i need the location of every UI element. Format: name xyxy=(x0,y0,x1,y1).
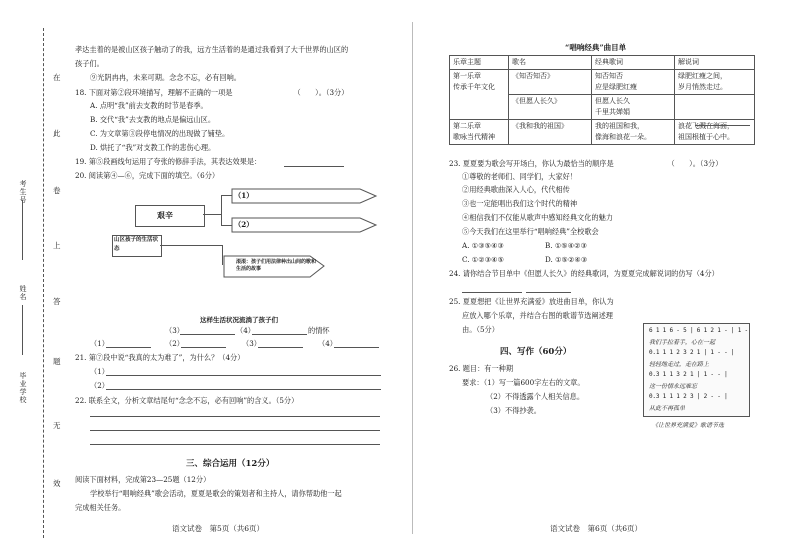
instruction: 阅读下面材料，完成第23—25题（12分） xyxy=(75,475,211,484)
score-notes: 0.3 1 1 1 2 3 | 2 - - | xyxy=(649,393,728,400)
binding-line xyxy=(43,28,44,538)
table-header: 经典歌词 xyxy=(592,56,675,70)
program-table xyxy=(449,55,755,145)
answer-slot: （1） xyxy=(90,367,109,376)
table-cell: 第一乐章 传承千年文化 xyxy=(450,70,509,120)
question-23: 23. 夏夏要为歌会写开场白，你认为最恰当的顺序是 （ ）。（3分） xyxy=(449,159,723,168)
label-name: 姓名 xyxy=(19,285,27,301)
music-score-image xyxy=(643,323,750,417)
margin-char: 上 xyxy=(53,241,61,250)
table-cell: 浪花飞溅在海面， 祖国根植于心中。 xyxy=(675,120,755,145)
requirement: （2）不得透露个人相关信息。 xyxy=(486,392,585,401)
diagram-num: （4） xyxy=(236,326,255,335)
score-lyrics: 我们手拉着手，心在一起 xyxy=(649,339,716,346)
requirement: （3）不得抄袭。 xyxy=(486,406,541,415)
score-lyrics: 轻轻地走过，走在路上 xyxy=(649,361,710,368)
table-title: “唱响经典”曲目单 xyxy=(565,43,627,52)
option-d: D. 烘托了“我”对支教工作的悲伤心理。 xyxy=(90,143,216,152)
margin-char: 在 xyxy=(53,73,61,82)
margin-char: 卷 xyxy=(53,186,61,195)
option-a: A. ①③⑤④③ xyxy=(462,241,504,250)
score-lyrics: 从此不再孤单 xyxy=(649,405,686,412)
option-a: A. 点明“我”前去支教的时节是春季。 xyxy=(90,101,208,110)
page-divider xyxy=(412,22,413,534)
list-item: ⑤今天我们在这里举行“唱响经典”全校歌会 xyxy=(462,227,599,236)
score-caption: 《让世界充满爱》歌谱节选 xyxy=(652,422,725,429)
requirement: 要求：（1）写一篇600字左右的文章。 xyxy=(462,378,585,387)
list-item: ③也一定能唱出我们这个时代的精神 xyxy=(462,199,578,208)
label-school: 毕业学校 xyxy=(19,372,27,404)
score-notes: 0.3 1 1 3 2 1 | 1 - - | xyxy=(649,371,728,378)
list-item: ①尊敬的老师们、同学们，大家好！ xyxy=(462,172,578,181)
diagram-num: （1） xyxy=(234,191,254,200)
passage-text: ⑨光阴冉冉，未来可期。念念不忘，必有回响。 xyxy=(90,73,241,82)
table-header: 歌名 xyxy=(509,56,592,70)
paragraph: 完成相关任务。 xyxy=(75,503,126,512)
option-c: C. 为文章第③段停电情况的出现做了铺垫。 xyxy=(90,129,230,138)
question-25: 25. 夏夏想把《让世界充满爱》放进曲目单，你认为 xyxy=(449,297,614,306)
margin-char: 答 xyxy=(53,297,61,306)
table-cell: 《我和我的祖国》 xyxy=(509,120,592,145)
table-cell: 绿肥红瘦之间， 岁月悄然走过。 xyxy=(675,70,755,95)
table-cell: 但愿人长久 千里共婵娟 xyxy=(592,95,675,120)
table-cell: 《但愿人长久》 xyxy=(509,95,592,120)
score-notes: 0.1 1 1 2 3 2 1 | 1 - - | xyxy=(649,349,735,356)
passage-text: 孝达圭着的是被山区孩子触动了的我，远方生活着的是通过我看到了大千世界的山区的 xyxy=(75,45,349,54)
diagram-caption: 这样生活状况流淌了孩子们 xyxy=(200,316,278,324)
margin-char: 效 xyxy=(53,479,61,488)
table-header: 乐章主题 xyxy=(450,56,509,70)
question-19: 19. 第⑤段画线句运用了夸张的修辞手法，其表达效果是： xyxy=(75,157,262,166)
question-18: 18. 下面对第②段环境描写，理解不正确的一项是 （ ）。（3分） xyxy=(75,88,349,97)
diagram-label: 艰辛 xyxy=(157,210,173,220)
page-footer: 语文试卷 第5页（共6页） xyxy=(172,524,265,533)
diagram-label: 滚滚：孩子们用法律种出山间的歌和生活的故事 xyxy=(236,259,317,272)
score-notes: 6 1 1 6 - 5 | 6 1 2 1 - | 1 - xyxy=(649,327,748,334)
table-cell: 我的祖国和我， 像海和浪花一朵。 xyxy=(592,120,675,145)
passage-text: 孩子们。 xyxy=(75,59,104,68)
list-item: ②用经典歌曲深入人心，代代相传 xyxy=(462,185,570,194)
list-item: ④相信我们不仅能从歌声中感知经典文化的魅力 xyxy=(462,213,613,222)
question-20: 20. 阅读第④—⑥，完成下面的填空。（6分） xyxy=(75,171,220,180)
page-footer: 语文试卷 第6页（共6页） xyxy=(550,524,643,533)
table-cell xyxy=(675,95,755,120)
option-d: D. ①⑤②④③ xyxy=(545,255,588,264)
diagram-num: （2） xyxy=(234,220,254,229)
table-cell: 知否知否 应是绿肥红瘦 xyxy=(592,70,675,95)
section-title: 四、写作（60分） xyxy=(500,347,572,357)
question-25: 应放入哪个乐章，并结合右图的歌谱节选阐述理 xyxy=(462,311,613,320)
margin-char: 无 xyxy=(53,421,61,430)
margin-char: 题 xyxy=(53,357,61,366)
diagram-num: （3） xyxy=(165,326,184,335)
label-exam-number: 考生号 xyxy=(19,180,27,204)
question-26: 26. 题目：有一种期 xyxy=(449,364,514,373)
option-b: B. ①⑤④②③ xyxy=(545,241,588,250)
margin-char: 此 xyxy=(53,129,61,138)
option-b: B. 交代“我”去支教的地点是偏远山区。 xyxy=(90,115,216,124)
answer-slot: （3） xyxy=(242,339,261,348)
question-22: 22. 联系全文，分析文章结尾句“念念不忘，必有回响”的含义。（5分） xyxy=(75,396,299,405)
table-cell: 《知否知否》 xyxy=(509,70,592,95)
answer-slot: （1） xyxy=(90,339,109,348)
paragraph: 学校举行“唱响经典”歌会活动，夏夏是歌会的策划者和主持人，请你帮助他一起 xyxy=(90,489,342,498)
question-21: 21. 第⑦段中说“我真的太为难了”，为什么？（4分） xyxy=(75,353,245,362)
question-24: 24. 请你结合节目单中《但愿人长久》的经典歌词，为夏夏完成解说词的仿写（4分） xyxy=(449,269,719,278)
option-c: C. ①②③④⑤ xyxy=(462,255,505,264)
section-title: 三、综合运用（12分） xyxy=(186,459,275,469)
diagram-label: 山区孩子的生活状态 xyxy=(114,237,159,252)
diagram-tail: 的情怀 xyxy=(308,326,330,335)
answer-slot: （2） xyxy=(165,339,184,348)
table-header: 解说词 xyxy=(675,56,755,70)
answer-slot: （2） xyxy=(90,381,109,390)
answer-slot: （4） xyxy=(318,339,337,348)
question-25: 由。（5分） xyxy=(462,325,499,334)
score-lyrics: 这一份情永远难忘 xyxy=(649,383,698,390)
table-cell: 第二乐章 歌咏当代精神 xyxy=(450,120,509,145)
